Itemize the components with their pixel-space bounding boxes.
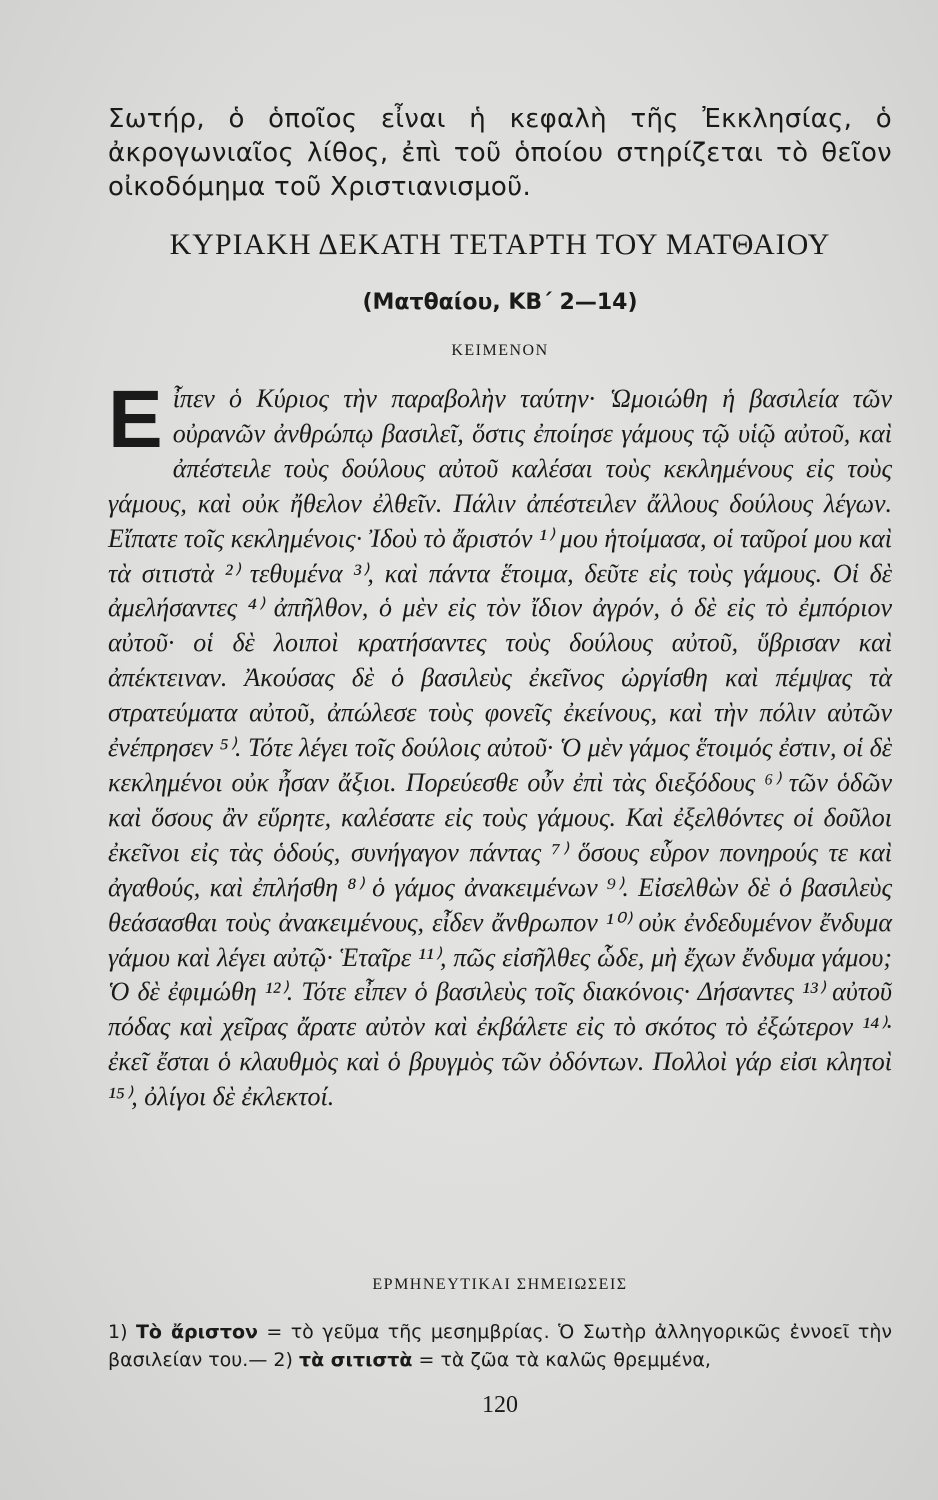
section-label: ΚΕΙΜΕΝΟΝ <box>451 342 549 359</box>
drop-cap: Ε <box>108 374 163 465</box>
gospel-text-body: ἶπεν ὁ Κύριος τὴν παραβολὴν ταύτην· Ὡμοιώθη ἡ βασιλεία τῶν οὐρανῶν ἀνθρώπῳ βασιλεῖ, ὅστις ἐποίησε γάμους τῷ υἱῷ αὐτοῦ, καὶ ἀπέστειλε τοὺς δούλους αὐτοῦ καλέσαι τοὺς κεκλημένους εἰς τοὺς γάμους, καὶ οὐκ ἤθελον ἐλθεῖν. Πάλιν ἀπέστειλεν ἄλλους δούλους λέγων. Εἴπατε τοῖς κεκλημένοις· Ἰδοὺ τὸ ἄριστόν ¹⁾ μου ἡτοίμασα, οἱ ταῦροί μου καὶ τὰ σιτιστὰ ²⁾ τεθυμένα ³⁾, καὶ πάντα ἕτοιμα, δεῦτε εἰς τοὺς γάμους. Οἱ δὲ ἀμελήσαντες ⁴⁾ ἀπῆλθον, ὁ μὲν εἰς τὸν ἴδιον ἀγρόν, ὁ δὲ εἰς τὸ ἐμπόριον αὐτοῦ· οἱ δὲ λοιποὶ κρατήσαντες τοὺς δούλους αὐτοῦ, ὕβρισαν καὶ ἀπέκτειναν. Ἀκούσας δὲ ὁ βασιλεὺς ἐκεῖνος ὠργίσθη καὶ πέμψας τὰ στρατεύματα αὐτοῦ, ἀπώλεσε τοὺς φονεῖς ἐκείνους, καὶ τὴν πόλιν αὐτῶν ἐνέπρησεν ⁵⁾. Τότε λέγει τοῖς δούλοις αὐτοῦ· Ὁ μὲν γάμος ἕτοιμός ἐστιν, οἱ δὲ κεκλημένοι οὐκ ἦσαν ἄξιοι. Πορεύεσθε οὖν ἐπὶ τὰς διεξόδους ⁶⁾ τῶν ὁδῶν καὶ ὅσους ἂν εὕρητε, καλέσατε εἰς τοὺς γάμους. Καὶ ἐξελθόντες οἱ δοῦλοι ἐκεῖνοι εἰς τὰς ὁδούς, συνήγαγον πάντας ⁷⁾ ὅσους εὗρον πονηρούς τε καὶ ἀγαθούς, καὶ ἐπλήσθη ⁸⁾ ὁ γάμος ἀνακειμένων ⁹⁾. Εἰσελθὼν δὲ ὁ βασιλεὺς θεάσασθαι τοὺς ἀνακειμένους, εἶδεν ἄνθρωπον ¹⁰⁾ οὐκ ἐνδεδυμένον ἔνδυμα γάμου καὶ λέγει αὐτῷ· Ἑταῖρε ¹¹⁾, πῶς εἰσῆλθες ὧδε, μὴ ἔχων ἔνδυμα γάμου; Ὁ δὲ ἐφιμώθη ¹²⁾. Τότε εἶπεν ὁ βασιλεὺς τοῖς διακόνοις· Δήσαντες ¹³⁾ αὐτοῦ πόδας καὶ χεῖρας ἄρατε αὐτὸν καὶ ἐκβάλετε εἰς τὸ σκότος τὸ ἐξώτερον ¹⁴⁾· ἐκεῖ ἔσται ὁ κλαυθμὸς καὶ ὁ βρυγμὸς τῶν ὀδόντων. Πολλοὶ γάρ εἰσι κλητοὶ ¹⁵⁾, ὀλίγοι δὲ ἐκλεκτοί. <box>108 384 892 1112</box>
note-1-number: 1) <box>108 1321 128 1343</box>
notes-title: ΕΡΜΗΝΕΥΤΙΚΑΙ ΣΗΜΕΙΩΣΕΙΣ <box>372 1276 628 1293</box>
gospel-text <box>108 374 892 1115</box>
page-number: 120 <box>482 1392 518 1418</box>
chapter-title: ΚΥΡΙΑΚΗ ΔΕΚΑΤΗ ΤΕΤΑΡΤΗ ΤΟΥ ΜΑΤΘΑΙΟΥ <box>169 228 831 261</box>
note-1-term: Τὸ ἄριστον <box>135 1321 258 1343</box>
notes-text <box>108 1318 892 1374</box>
note-1-definition: = τὸ γεῦμα τῆς μεσημβρίας. Ὁ Σωτὴρ ἀλληγορικῶς ἐννοεῖ τὴν βασιλείαν του.— <box>108 1321 892 1371</box>
note-2-number: 2) <box>273 1349 293 1371</box>
note-2-definition: = τὰ ζῶα τὰ καλῶς θρεμμένα, <box>418 1349 711 1371</box>
note-2-term: τὰ σιτιστὰ <box>298 1349 413 1371</box>
scripture-reference: (Ματθαίου, ΚΒ΄ 2—14) <box>362 290 638 315</box>
intro-paragraph: Σωτήρ, ὁ ὁποῖος εἶναι ἡ κεφαλὴ τῆς Ἐκκλησίας, ὁ ἀκρογωνιαῖος λίθος, ἐπὶ τοῦ ὁποίου στηρίζεται τὸ θεῖον οἰκοδόμημα τοῦ Χριστιανισμοῦ. <box>108 104 892 202</box>
